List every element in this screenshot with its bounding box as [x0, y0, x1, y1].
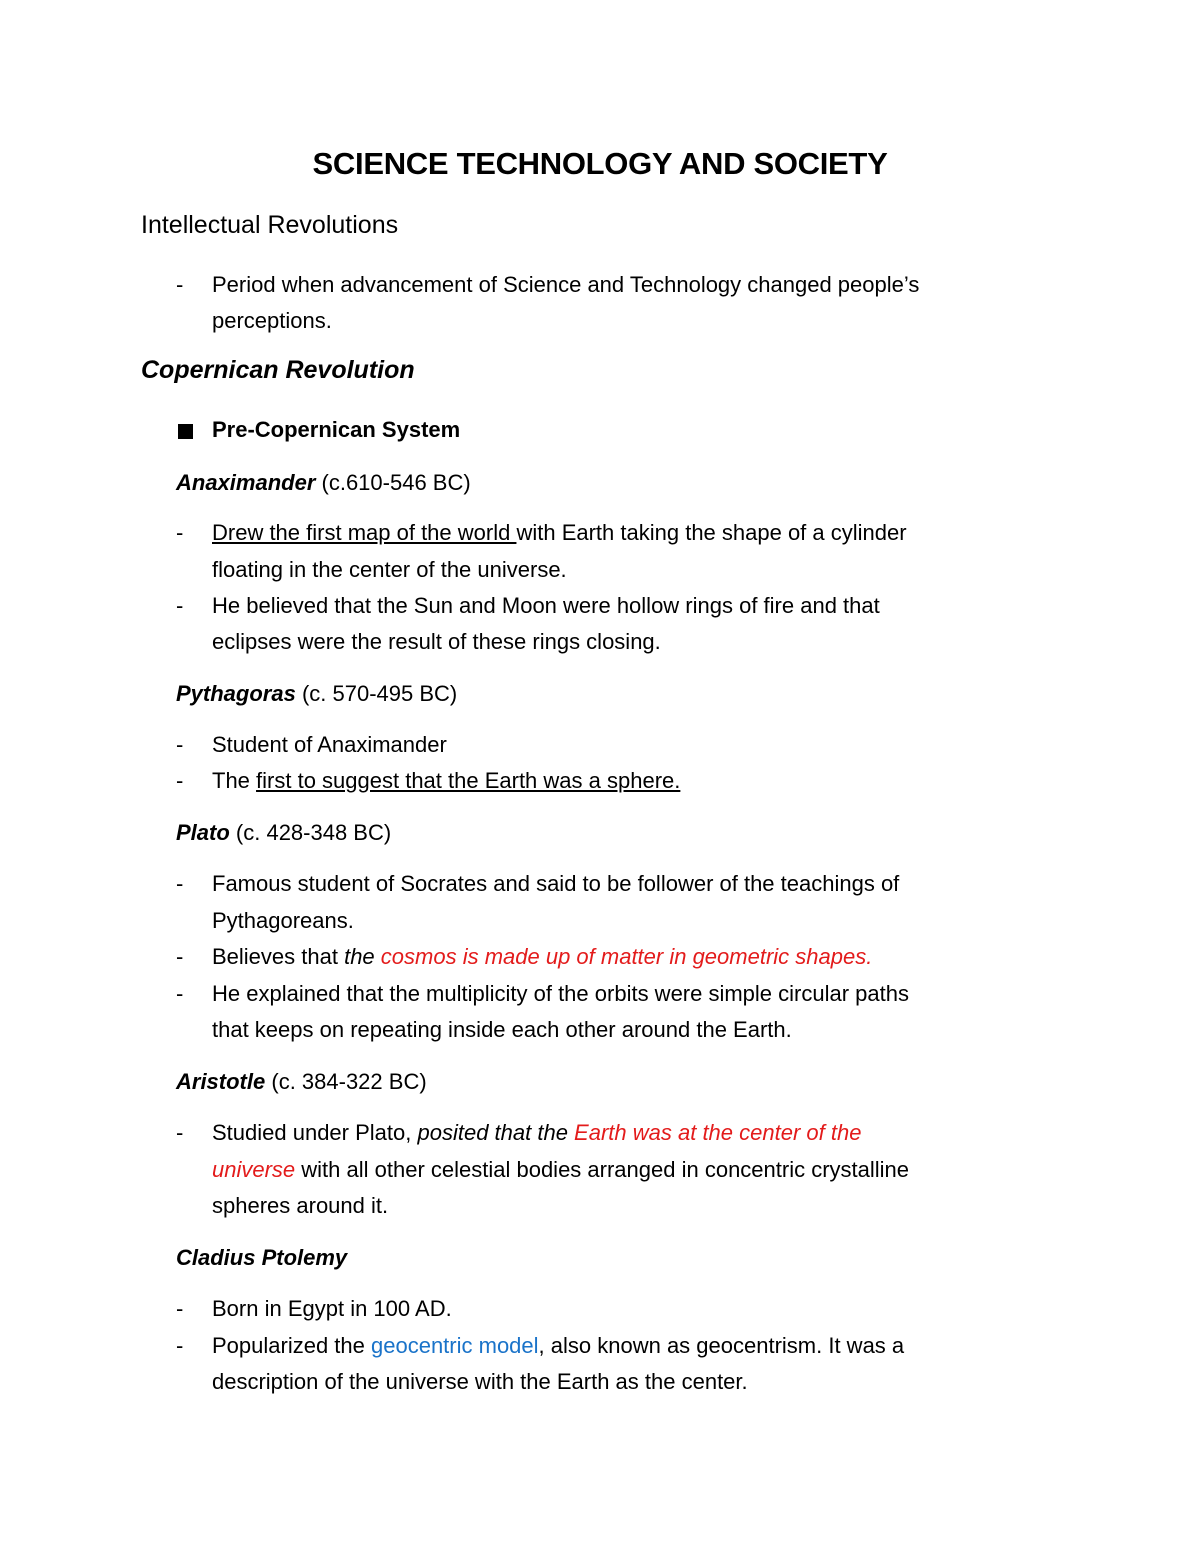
person-heading-aristotle — [176, 1069, 427, 1095]
person-dates: (c. 428-348 BC) — [229, 820, 392, 845]
item-text: Studied under Plato, — [212, 1120, 418, 1145]
bullet-dash: - — [176, 1120, 184, 1145]
plato-item3-line1: He explained that the multiplicity of the orbits were simple circular paths — [212, 981, 909, 1006]
bullet-dash: - — [176, 871, 184, 896]
person-name: Anaximander — [176, 470, 316, 495]
aristotle-item1-line2 — [212, 1157, 909, 1183]
italic-text: posited that the — [417, 1120, 575, 1145]
item-text: with all other celestial bodies arranged in concentric crystalline — [295, 1157, 910, 1182]
aristotle-item1-line3: spheres around it. — [212, 1193, 389, 1218]
anaximander-item1-line1 — [212, 520, 907, 546]
ptolemy-item1: Born in Egypt in 100 AD. — [212, 1296, 452, 1321]
person-name: Cladius Ptolemy — [176, 1245, 348, 1270]
bullet-dash: - — [176, 981, 184, 1006]
person-dates: (c.610-546 BC) — [315, 470, 471, 495]
pythagoras-item1: Student of Anaximander — [212, 732, 447, 757]
item-text: , also known as geocentrism. It was a — [538, 1333, 905, 1358]
italic-text: the — [344, 944, 381, 969]
ptolemy-item2-line2: description of the universe with the Earth as the center. — [212, 1369, 748, 1394]
person-heading-ptolemy — [176, 1245, 347, 1271]
person-name: Plato — [176, 820, 230, 845]
person-heading-plato — [176, 820, 391, 846]
person-name: Aristotle — [176, 1069, 266, 1094]
plato-item3-line2: that keeps on repeating inside each other around the Earth. — [212, 1017, 792, 1042]
highlight-blue-text: geocentric model — [371, 1333, 539, 1358]
subheading-row — [0, 424, 1200, 444]
person-name: Pythagoras — [176, 681, 296, 706]
person-heading-anaximander — [176, 470, 471, 496]
person-dates: (c. 570-495 BC) — [295, 681, 458, 706]
ptolemy-item2-line1 — [212, 1333, 904, 1359]
bullet-dash: - — [176, 593, 184, 618]
anaximander-item1-line2: floating in the center of the universe. — [212, 557, 567, 582]
underlined-text: Drew the first map of the world — [212, 520, 517, 545]
intellectual-item-line1: Period when advancement of Science and Technology changed people’s — [212, 272, 920, 297]
subheading-pre-copernican: Pre-Copernican System — [212, 417, 461, 442]
bullet-dash: - — [176, 732, 184, 757]
person-heading-pythagoras — [176, 681, 457, 707]
item-text: Believes that — [212, 944, 345, 969]
bullet-dash: - — [176, 520, 184, 545]
bullet-dash: - — [176, 1296, 184, 1321]
person-dates: (c. 384-322 BC) — [265, 1069, 427, 1094]
heading-copernican-revolution: Copernican Revolution — [141, 356, 415, 384]
item-text: The — [212, 768, 257, 793]
anaximander-item2-line1: He believed that the Sun and Moon were hollow rings of fire and that — [212, 593, 880, 618]
square-bullet-icon — [178, 424, 193, 439]
plato-item1-line1: Famous student of Socrates and said to be follower of the teachings of — [212, 871, 900, 896]
bullet-dash: - — [176, 944, 184, 969]
bullet-dash: - — [176, 272, 184, 297]
page-title: SCIENCE TECHNOLOGY AND SOCIETY — [312, 146, 888, 181]
heading-intellectual-revolutions: Intellectual Revolutions — [141, 211, 399, 239]
highlight-red-text: cosmos is made up of matter in geometric shapes. — [380, 944, 873, 969]
bullet-dash: - — [176, 768, 184, 793]
item-text: Popularized the — [212, 1333, 371, 1358]
pythagoras-item2 — [212, 768, 680, 794]
highlight-red-text: universe — [212, 1157, 296, 1182]
plato-item1-line2: Pythagoreans. — [212, 908, 354, 933]
highlight-red-text: Earth was at the center of the — [574, 1120, 862, 1145]
aristotle-item1-line1 — [212, 1120, 861, 1146]
bullet-dash: - — [176, 1333, 184, 1358]
anaximander-item2-line2: eclipses were the result of these rings closing. — [212, 629, 661, 654]
item-text: with Earth taking the shape of a cylinder — [516, 520, 907, 545]
intellectual-item-line2: perceptions. — [212, 308, 332, 333]
plato-item2 — [212, 944, 872, 970]
underlined-text: first to suggest that the Earth was a sphere. — [256, 768, 681, 793]
